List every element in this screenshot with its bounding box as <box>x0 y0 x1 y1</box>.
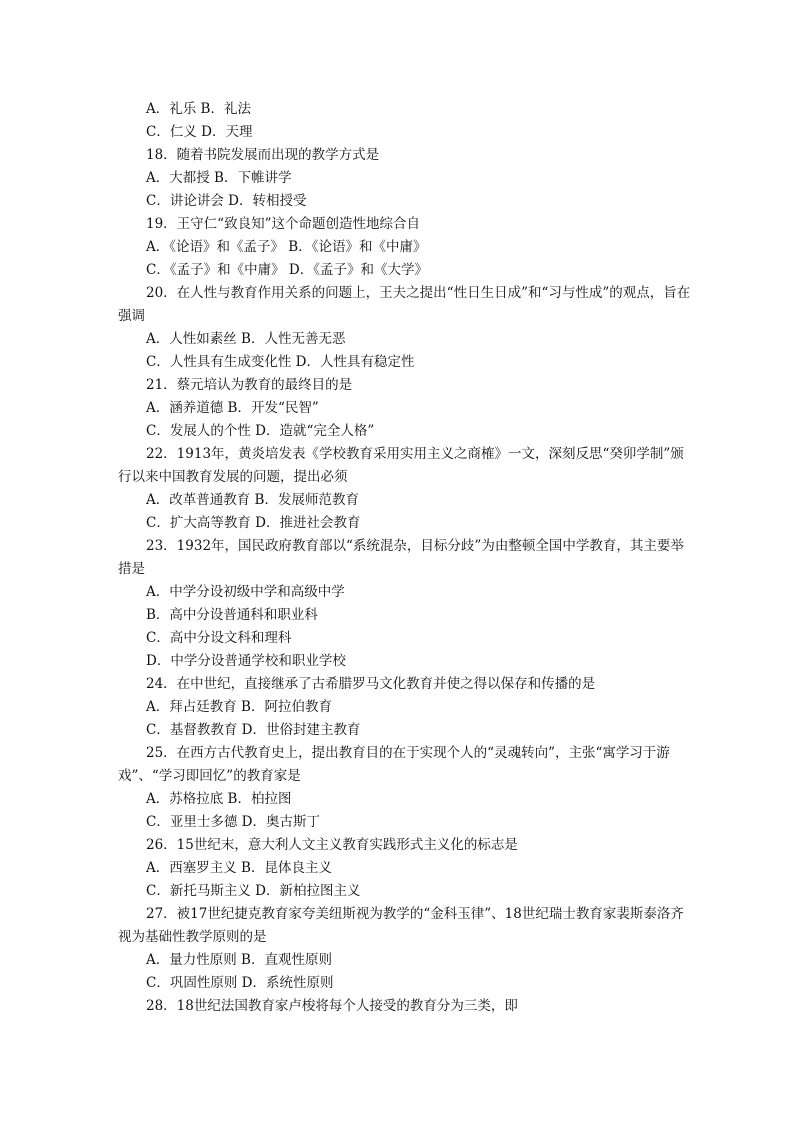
question-stem: 20．在人性与教育作用关系的问题上，王夫之提出“性日生日成”和“习与性成”的观点，旨在强调 <box>118 285 691 324</box>
answer-options: C．仁义 D．天理 <box>146 124 253 140</box>
question-stem: 19．王守仁“致良知”这个命题创造性地综合自 <box>146 216 420 232</box>
answer-options: C．亚里士多德 D．奥古斯丁 <box>146 814 320 830</box>
question-stem: 18．随着书院发展而出现的教学方式是 <box>146 147 380 163</box>
answer-options: C．巩固性原则 D．系统性原则 <box>146 975 334 991</box>
answer-options: C．人性具有生成变化性 D．人性具有稳定性 <box>146 354 415 370</box>
answer-options: A．拜占廷教育 B．阿拉伯教育 <box>146 699 332 715</box>
question-stem: 27．被17世纪捷克教育家夸美纽斯视为教学的“金科玉律”、18世纪瑞士教育家裴斯泰洛齐视为基础性教学原则的是 <box>118 906 684 945</box>
question-stem: 22．1913年，黄炎培发表《学校教育采用实用主义之商榷》一文，深刻反思“癸卯学制”颁行以来中国教育发展的问题，提出必须 <box>118 446 684 485</box>
answer-options: B．高中分设普通科和职业科 <box>146 607 318 623</box>
question-stem: 25．在西方古代教育史上，提出教育目的在于实现个人的“灵魂转向”，主张“寓学习于游戏”、“学习即回忆”的教育家是 <box>118 745 670 784</box>
exam-question-list <box>118 98 693 1018</box>
answer-options: A．中学分设初级中学和高级中学 <box>146 584 345 600</box>
question-stem: 24．在中世纪，直接继承了古希腊罗马文化教育并使之得以保存和传播的是 <box>146 676 596 692</box>
question-stem: 26．15世纪末，意大利人文主义教育实践形式主义化的标志是 <box>146 837 518 853</box>
answer-options: C．发展人的个性 D．造就“完全人格” <box>146 423 375 439</box>
answer-options: C．《孟子》和《中庸》 D．《孟子》和《大学》 <box>146 262 428 278</box>
answer-options: C．基督教教育 D．世俗封建主教育 <box>146 722 361 738</box>
answer-options: C．高中分设文科和理科 <box>146 630 292 646</box>
answer-options: A．人性如素丝 B．人性无善无恶 <box>146 331 346 347</box>
answer-options: A．量力性原则 B．直观性原则 <box>146 952 332 968</box>
answer-options: A．大都授 B．下帷讲学 <box>146 170 292 186</box>
answer-options: A．《论语》和《孟子》 B．《论语》和《中庸》 <box>146 239 427 255</box>
question-stem: 21．蔡元培认为教育的最终目的是 <box>146 377 353 393</box>
answer-options: C．扩大高等教育 D．推进社会教育 <box>146 515 361 531</box>
answer-options: A．礼乐 B．礼法 <box>146 101 251 117</box>
answer-options: A．西塞罗主义 B．昆体良主义 <box>146 860 332 876</box>
answer-options: A．涵养道德 B．开发“民智” <box>146 400 319 416</box>
answer-options: D．中学分设普通学校和职业学校 <box>146 653 346 669</box>
answer-options: A．苏格拉底 B．柏拉图 <box>146 791 292 807</box>
answer-options: C．新托马斯主义 D．新柏拉图主义 <box>146 883 361 899</box>
question-stem: 23．1932年，国民政府教育部以“系统混杂，目标分歧”为由整顿全国中学教育，其主要举措是 <box>118 538 684 577</box>
question-stem: 28．18世纪法国教育家卢梭将每个人接受的教育分为三类，即 <box>146 998 518 1014</box>
answer-options: A．改革普通教育 B．发展师范教育 <box>146 492 359 508</box>
answer-options: C．讲论讲会 D．转相授受 <box>146 193 307 209</box>
